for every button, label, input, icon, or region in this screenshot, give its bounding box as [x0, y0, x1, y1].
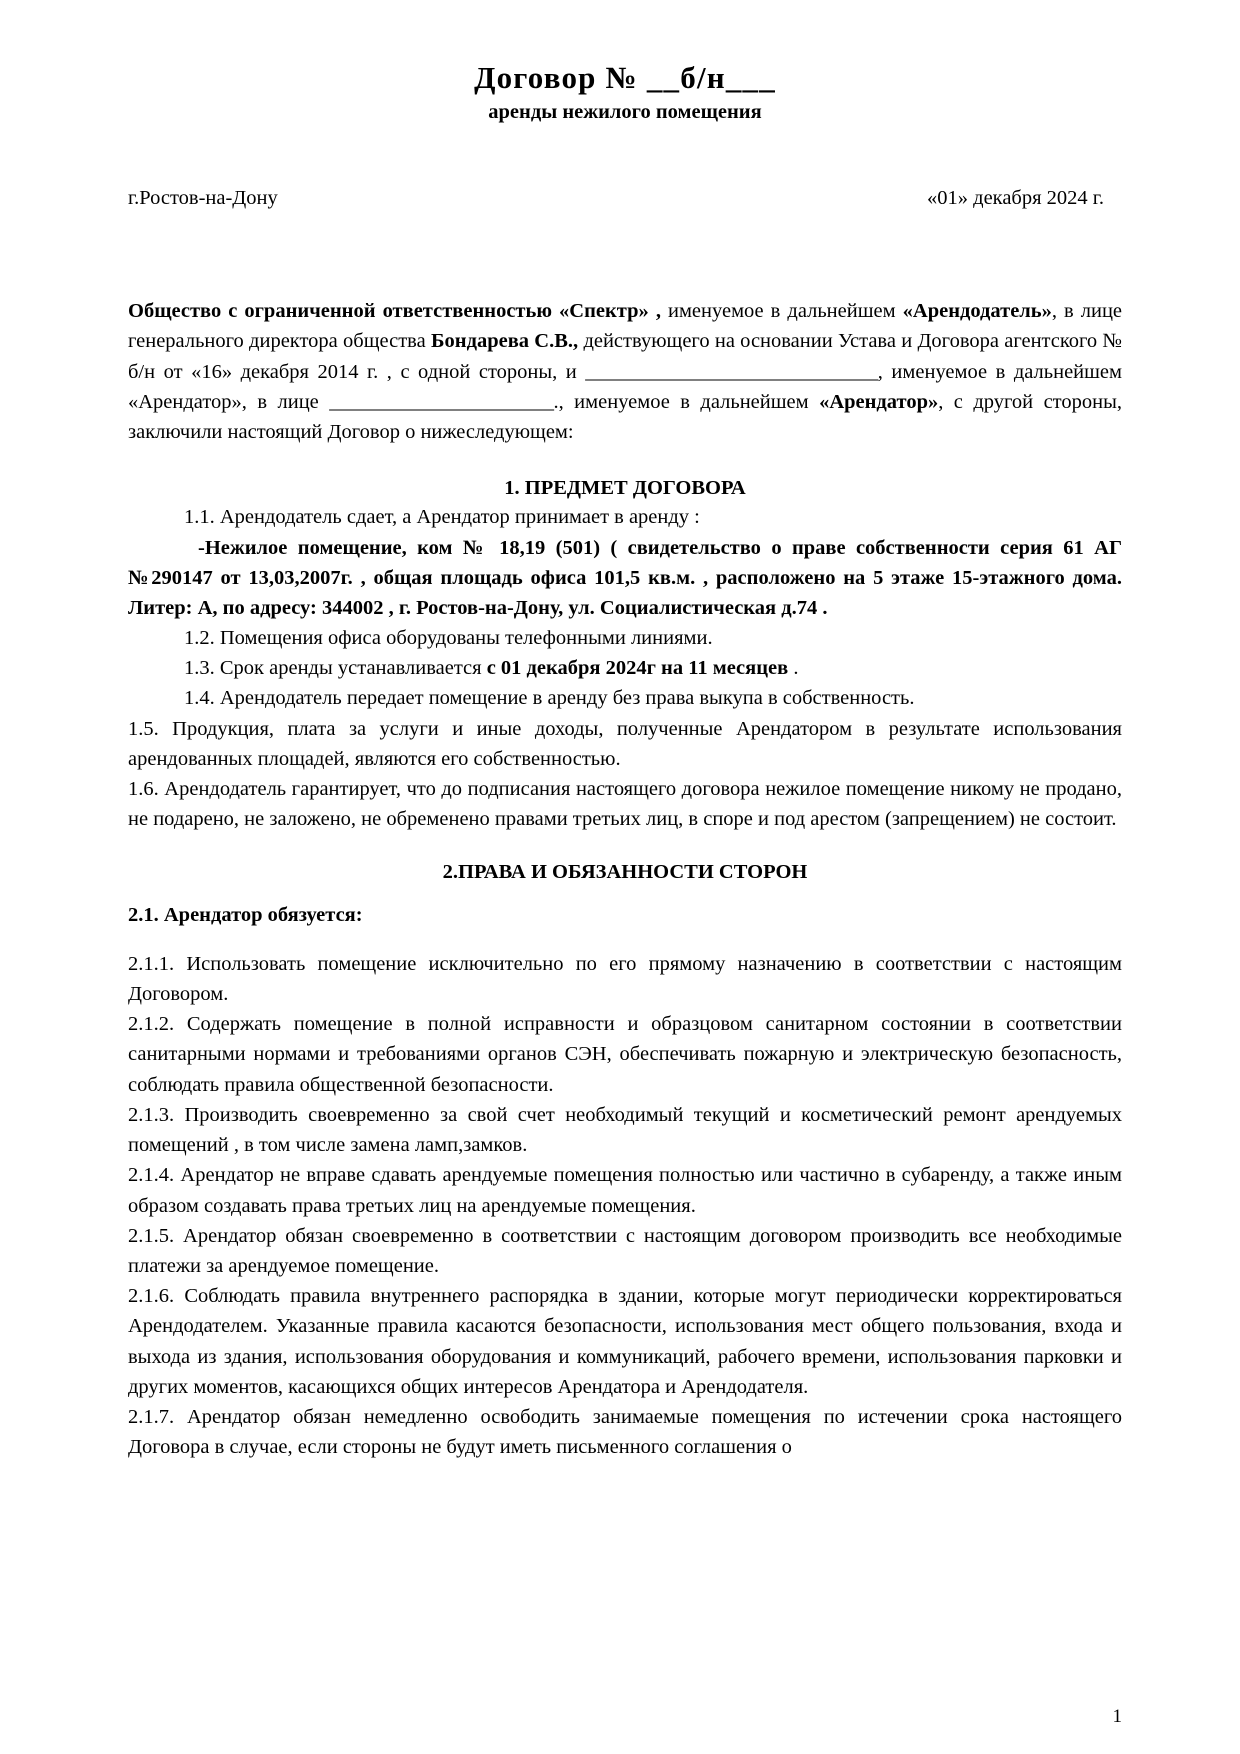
preamble-block — [128, 296, 1122, 447]
preamble-text-5c: , с другой — [938, 390, 1034, 413]
director-name: Бондарева С.В., — [430, 330, 579, 353]
preamble-text-5a: лице — [277, 390, 330, 413]
lessee-representative-blank[interactable]: _______________________ — [329, 390, 554, 413]
clause-1-1-intro: 1.1. Арендодатель сдает, а Арендатор принимает в аренду : — [184, 506, 700, 529]
preamble-text-3: действующего на основании Устава и Договора агентского № б/н от «16» декабря 2014 г. , — [128, 330, 1122, 383]
clause-2-1-6: 2.1.6. Соблюдать правила внутреннего распорядка в здании, которые могут периодически корректироваться Арендодателем. Указанные правила касаются безопасности, использования мест общего пользования, входа и выхода из здания, использования оборудования и коммуникаций, рабочего времени, использования парковки и других моментов, касающихся общих интересов Арендатора и Арендодателя. — [128, 1285, 1122, 1398]
document-title: Договор № __б/н___ — [474, 60, 776, 95]
lease-term-value: с 01 декабря 2024г на 11 месяцев — [486, 657, 789, 680]
preamble-text-4a: с одной стороны, и — [400, 360, 586, 383]
clause-2-1-3: 2.1.3. Производить своевременно за свой счет необходимый текущий и косметический ремонт арендуемых помещений , в том числе замена ламп,замков. — [128, 1103, 1122, 1157]
clause-1-1-body: -Нежилое помещение, ком № 18,19 (501) ( свидетельство о праве собственности серия 61 АГ №290147 от 13,03,2007г. , общая площадь офиса 101,5 кв.м. , расположено на 5 этаже 15-этажного дома. Литер: А, по адресу: 344002 , г. Ростов-на-Дону, ул. Социалистическая д.74 . — [128, 536, 1122, 619]
clause-1-6: 1.6. Арендодатель гарантирует, что до подписания настоящего договора нежилое помещение никому не продано, не подарено, не заложено, не обременено правами третьих лиц, в споре и под арестом (запрещением) не состоит. — [128, 778, 1122, 831]
clause-2-1-7: 2.1.7. Арендатор обязан немедленно освободить занимаемые помещения по истечении срока настоящего Договора в случае, если стороны не будут иметь письменного соглашения о — [128, 1406, 1122, 1459]
clause-1-3 — [128, 653, 1122, 683]
preamble-text-6: стороны, заключили настоящий Договор о нижеследующем: — [128, 390, 1122, 444]
section-1-heading: 1. ПРЕДМЕТ ДОГОВОРА — [504, 477, 746, 500]
lessee-role-term: «Арендатор» — [819, 390, 939, 413]
lessor-company-name: Общество с ограниченной ответственностью «Спектр» , — [128, 300, 661, 323]
preamble-text-5b: ., именуемое в дальнейшем — [553, 390, 820, 413]
clause-2-1-4: 2.1.4. Арендатор не вправе сдавать арендуемые помещения полностью или частично в субаренду, а также иным образом создавать права третьих лиц на арендуемые помещения. — [128, 1164, 1122, 1217]
clause-1-3-tail: . — [788, 657, 799, 680]
section-2-1-subheading: 2.1. Арендатор обязуется: — [128, 903, 363, 926]
clause-2-1-2: 2.1.2. Содержать помещение в полной исправности и образцовом санитарном состоянии в соответствии санитарными нормами и требованиями органов СЭН, обеспечивать пожарную и электрическую безопасность, соблюдать правила общественной безопасности. — [128, 1013, 1122, 1096]
preamble-text-4b: , именуемое в дальнейшем «Арендатор», в — [128, 360, 1122, 413]
clause-1-4: 1.4. Арендодатель передает помещение в аренду без права выкупа в собственность. — [184, 687, 915, 710]
clause-1-2: 1.2. Помещения офиса оборудованы телефонными линиями. — [184, 627, 713, 650]
page-number: 1 — [1112, 1706, 1122, 1727]
preamble-text-1: именуемое в дальнейшем — [660, 300, 896, 323]
place-and-date-row — [128, 187, 1122, 210]
document-subtitle: аренды нежилого помещения — [488, 100, 762, 123]
clause-1-5: 1.5. Продукция, плата за услуги и иные доходы, полученные Арендатором в результате использования арендованных площадей, являются его собственностью. — [128, 717, 1122, 770]
lessee-name-blank[interactable]: ______________________________ — [585, 360, 878, 383]
section-2-heading: 2.ПРАВА И ОБЯЗАННОСТИ СТОРОН — [442, 860, 808, 883]
clause-2-1-1: 2.1.1. Использовать помещение исключительно по его прямому назначению в соответствии с настоящим Договором. — [128, 952, 1122, 1005]
preamble-paragraph — [128, 296, 1122, 447]
clause-2-1-5: 2.1.5. Арендатор обязан своевременно в соответствии с настоящим договором производить все необходимые платежи за арендуемое помещение. — [128, 1224, 1122, 1277]
clause-1-3-text: 1.3. Срок аренды устанавливается — [184, 657, 487, 680]
date-label: «01» декабря 2024 г. — [927, 187, 1104, 210]
preamble-text-2: , в лице генерального директора общества — [128, 300, 1123, 353]
lessor-role-term: «Арендодатель» — [902, 300, 1052, 323]
city-label: г.Ростов-на-Дону — [128, 187, 278, 210]
